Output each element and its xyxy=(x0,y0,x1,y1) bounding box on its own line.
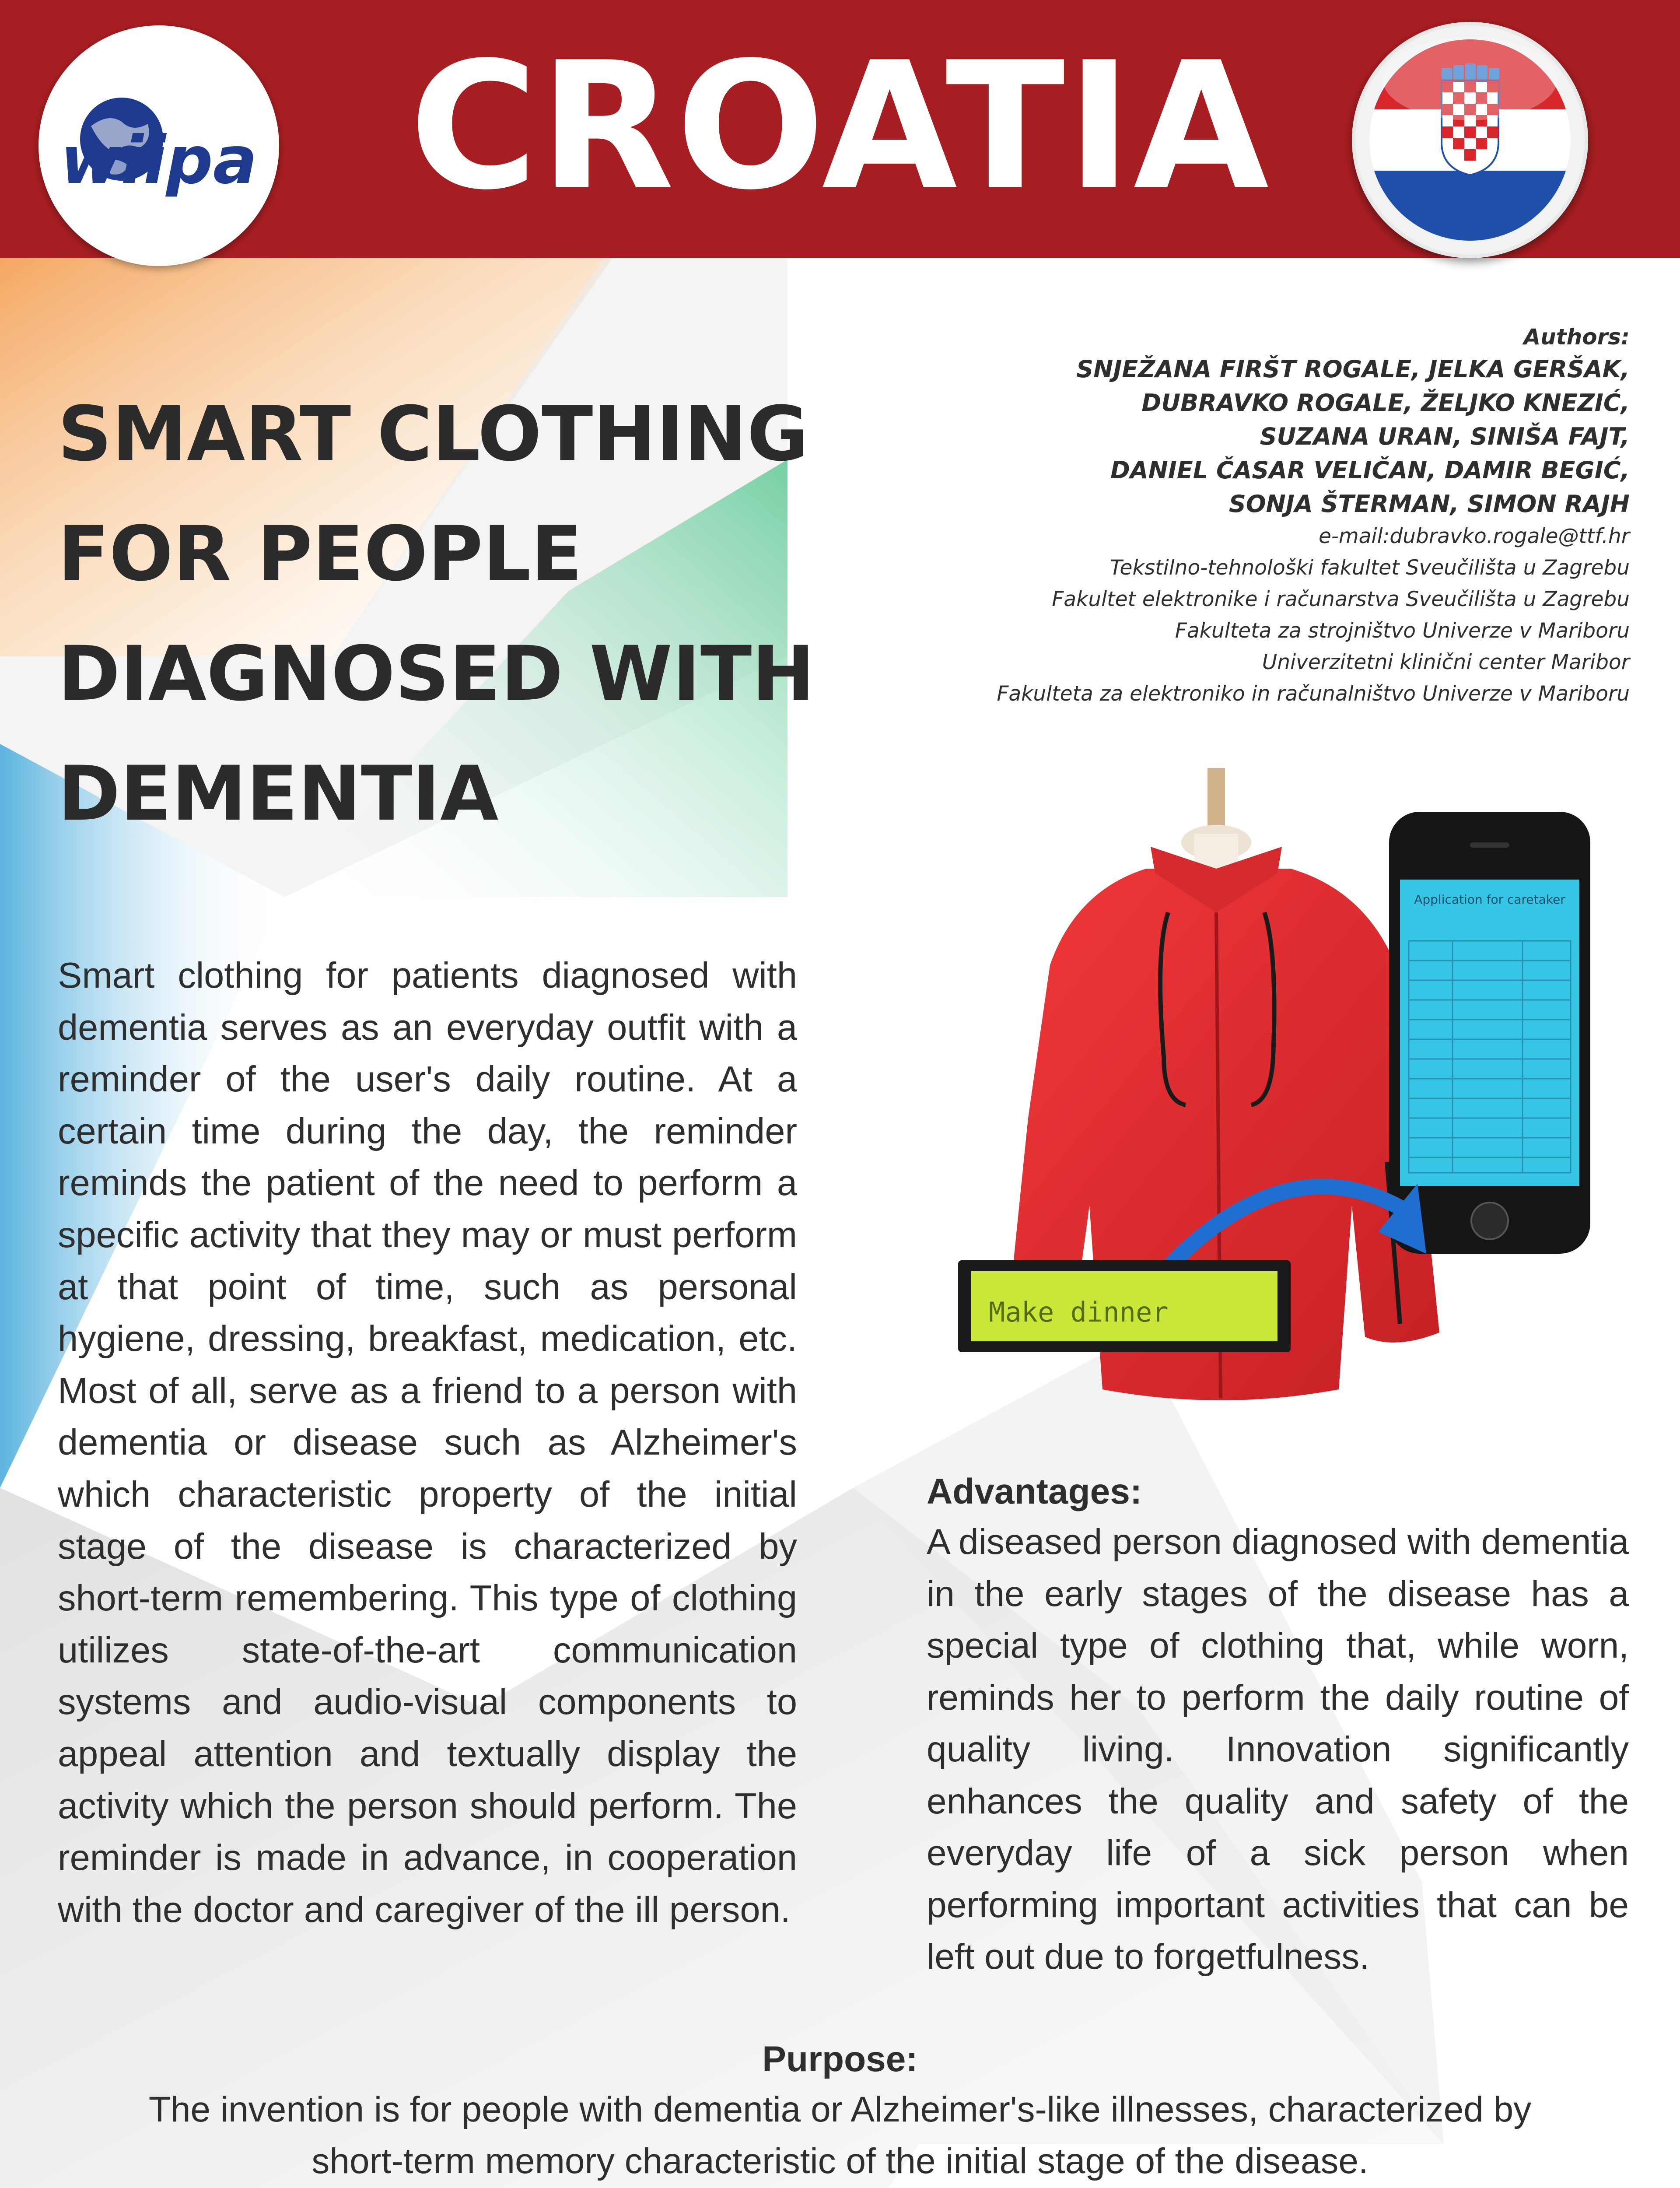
lcd-reminder-text: Make dinner xyxy=(989,1296,1169,1328)
author-line: SUZANA URAN, SINIŠA FAJT, xyxy=(1260,423,1630,450)
phone-app-title: Application for caretaker xyxy=(1414,892,1565,907)
advantages-text: A diseased person diagnosed with dementia in the early stages of the disease has a special type of clothing that, while worn, reminds her to perform the daily routine of quality living. Innovation significantly enhances the quality and safety of the everyday life of a sick person when performing important activities that can be left out due to forgetfulness. xyxy=(927,1522,1629,1977)
description-paragraph: Smart clothing for patients diagnosed with dementia serves as an everyday outfit with a reminder of the user's daily routine. At a certain time during the day, the reminder reminds the patient of the need to perform a specific activity that they may or must perform at that point of time, such as personal hygiene, dressing, breakfast, medication, etc. Most of all, serve as a friend to a person with dementia or disease such as Alzheimer's which characteristic property of the initial stage of the disease is characterized by short-term remembering. This type of clothing utilizes state-of-the-art communication systems and audio-visual components to appeal attention and textually display the activity which the person should perform. The reminder is made in advance, in cooperation with the doctor and caregiver of the ill person. xyxy=(58,955,797,1930)
product-photo xyxy=(958,768,1592,1416)
advantages-heading: Advantages: xyxy=(927,1472,1142,1511)
croatia-flag-icon xyxy=(1352,22,1588,258)
svg-text:wiipa: wiipa xyxy=(60,123,257,199)
institution: Tekstilno-tehnološki fakultet Sveučilišta u Zagrebu xyxy=(1110,556,1630,580)
poster-title xyxy=(58,374,836,854)
title-line: SMART CLOTHING xyxy=(58,390,809,478)
author-line: DUBRAVKO ROGALE, ŽELJKO KNEZIĆ, xyxy=(1141,389,1630,417)
institution: Fakulteta za strojništvo Univerze v Mariboru xyxy=(1175,619,1630,643)
purpose-section xyxy=(44,2035,1636,2187)
wipa-logo-icon xyxy=(38,25,279,266)
header-banner xyxy=(0,0,1680,258)
advantages-section xyxy=(927,1467,1629,1983)
institution: Fakulteta za elektroniko in računalništvo Univerze v Mariboru xyxy=(997,682,1630,706)
authors-label: Authors: xyxy=(1523,324,1630,350)
country-title: CROATIA xyxy=(409,25,1271,228)
title-line: DEMENTIA xyxy=(58,750,499,838)
title-line: FOR PEOPLE xyxy=(58,510,582,598)
author-line: SNJEŽANA FIRŠT ROGALE, JELKA GERŠAK, xyxy=(1076,355,1630,383)
purpose-line: The invention is for people with dementia or Alzheimer's-like illnesses, characterized by xyxy=(148,2090,1532,2129)
title-line: DIAGNOSED WITH xyxy=(58,630,815,718)
purpose-heading: Purpose: xyxy=(762,2039,918,2079)
institution: Univerzitetni klinični center Maribor xyxy=(1262,650,1630,674)
author-line: SONJA ŠTERMAN, SIMON RAJH xyxy=(1228,490,1630,518)
purpose-line: short-term memory characteristic of the initial stage of the disease. xyxy=(312,2141,1368,2181)
institution: Fakultet elektronike i računarstva Sveučilišta u Zagrebu xyxy=(1052,587,1630,611)
author-email: e-mail:dubravko.rogale@ttf.hr xyxy=(1318,524,1630,548)
author-line: DANIEL ČASAR VELIČAN, DAMIR BEGIĆ, xyxy=(1110,456,1630,484)
authors-block xyxy=(886,322,1630,710)
